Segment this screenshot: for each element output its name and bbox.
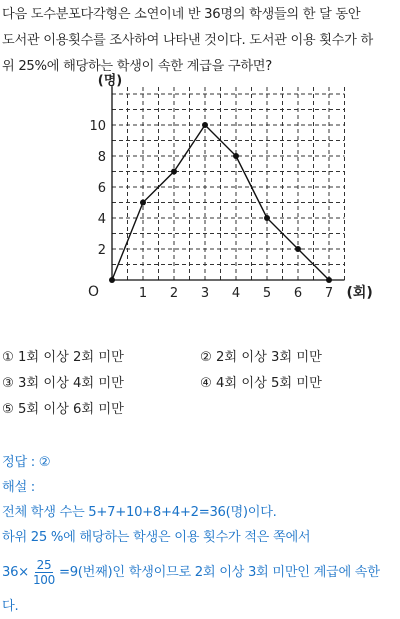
y-tick-label: 8	[97, 150, 106, 165]
explanation-line-1: 전체 학생 수는 5+7+10+8+4+2=36(명)이다.	[2, 505, 277, 520]
question-line-3: 위 25%에 해당하는 학생이 속한 계급을 구하면?	[2, 59, 272, 74]
calc-prefix: 36×	[2, 564, 29, 580]
question-text	[2, 2, 398, 80]
x-tick-label: 1	[138, 286, 148, 301]
y-axis-label: (명)	[97, 73, 123, 89]
fraction	[31, 558, 57, 587]
data-point	[326, 277, 332, 283]
x-tick-label: 2	[169, 286, 179, 301]
choice-1[interactable]: ① 1회 이상 2회 미만	[2, 350, 124, 365]
explanation-line-3	[2, 550, 398, 594]
data-point	[202, 122, 208, 128]
explanation-line-4: 다.	[2, 599, 19, 614]
data-point	[109, 277, 115, 283]
choice-2[interactable]: ② 2회 이상 3회 미만	[200, 350, 322, 365]
fraction-denominator: 100	[32, 572, 55, 587]
frequency-polygon-chart	[70, 73, 373, 305]
x-tick-label: 6	[293, 286, 303, 301]
calc-suffix: =9(번째)인 학생이므로 2회 이상 3회 미만인 계급에 속한	[58, 564, 380, 580]
x-tick-label: 5	[262, 286, 272, 301]
answer-line: 정답 : ②	[2, 455, 51, 470]
x-tick-label: 4	[231, 286, 241, 301]
choice-3[interactable]: ③ 3회 이상 4회 미만	[2, 376, 124, 391]
explanation-heading: 해설 :	[2, 480, 35, 495]
y-tick-label: 10	[89, 119, 106, 134]
x-tick-label: 3	[200, 286, 210, 301]
data-point	[264, 215, 270, 221]
y-tick-label: 2	[97, 243, 106, 258]
tick-labels	[89, 119, 333, 301]
y-tick-label: 4	[97, 212, 106, 227]
fraction-numerator: 25	[36, 557, 52, 572]
grid	[112, 86, 345, 280]
question-line-1: 다음 도수분포다각형은 소연이네 반 36명의 학생들의 한 달 동안	[2, 7, 361, 22]
explanation-line-2: 하위 25 %에 해당하는 학생은 이용 횟수가 적은 쪽에서	[2, 530, 311, 545]
y-tick-label: 6	[97, 181, 106, 196]
data-point	[233, 153, 239, 159]
data-point	[171, 169, 177, 175]
choice-5[interactable]: ⑤ 5회 이상 6회 미만	[2, 402, 124, 417]
data-point	[140, 200, 146, 206]
answer-explanation	[2, 450, 398, 619]
x-tick-label: 7	[324, 286, 334, 301]
question-line-2: 도서관 이용횟수를 조사하여 나타낸 것이다. 도서관 이용 횟수가 하	[2, 33, 373, 48]
x-axis-label: (회)	[346, 285, 373, 301]
origin-label: O	[87, 284, 99, 300]
axes	[112, 86, 345, 280]
data-point	[295, 246, 301, 252]
choice-4[interactable]: ④ 4회 이상 5회 미만	[200, 376, 322, 391]
